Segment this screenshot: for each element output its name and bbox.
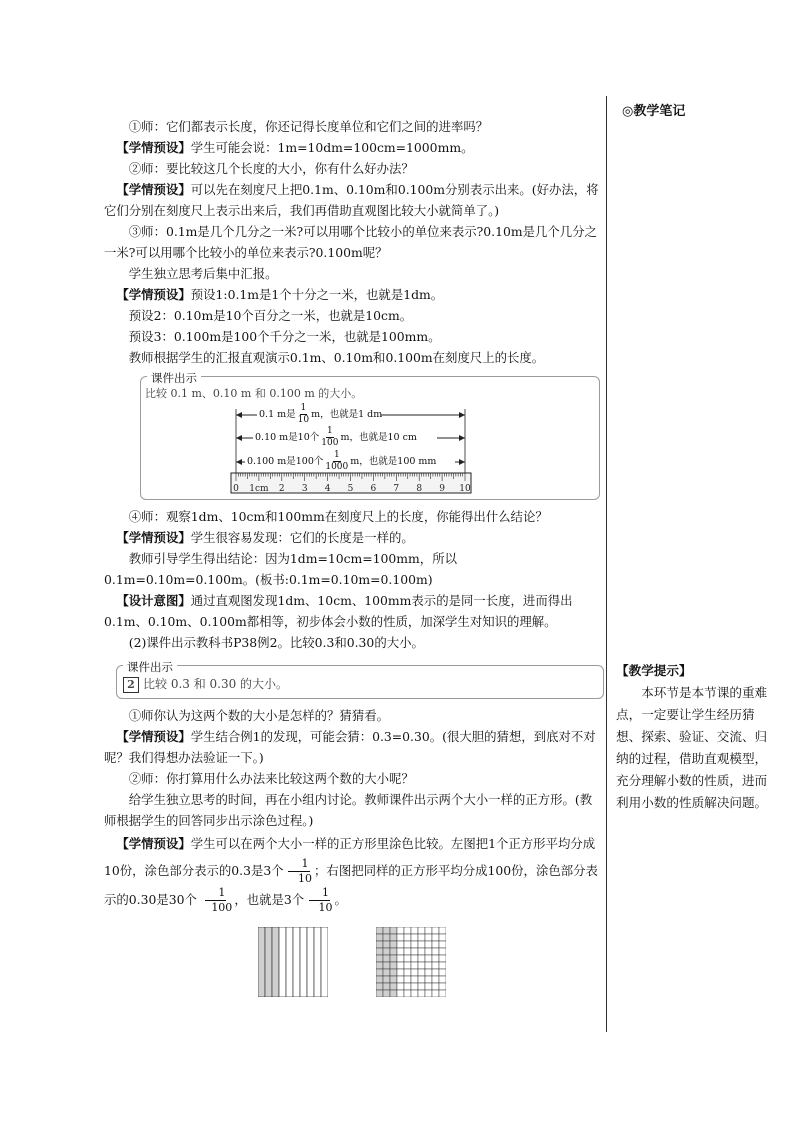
- hundredth-cell: [397, 962, 404, 969]
- paragraph-14: [104, 590, 600, 632]
- tenth-strip: [265, 927, 272, 997]
- hundredth-cell: [439, 941, 446, 948]
- hundredth-cell: [390, 948, 397, 955]
- hundredth-cell: [404, 990, 411, 997]
- hundredth-cell: [432, 941, 439, 948]
- fraction-one-tenth: [298, 403, 309, 426]
- paragraph-20-text-a: 学生可以在两个大小一样的正方形里涂色比较。左图把1个正方形平均分成10份，涂色部分表示的0.3是3个: [104, 836, 596, 878]
- ruler-label: 4: [324, 484, 331, 494]
- paragraph-18: ②师：你打算用什么办法来比较这两个数的大小呢？: [128, 771, 414, 786]
- hundredth-cell: [418, 941, 425, 948]
- tag-preview: 【学情预设】: [116, 530, 191, 545]
- paragraph-17: [104, 726, 600, 768]
- denominator: 10: [297, 415, 310, 425]
- hundredth-cell: [432, 927, 439, 934]
- courseware-tag: 课件出示: [147, 368, 201, 389]
- hundredth-cell: [397, 927, 404, 934]
- example-title: 比较 0.3 和 0.30 的大小。: [143, 677, 289, 691]
- paragraph-20-text-c: ，也就是3个: [234, 892, 305, 907]
- paragraph-12: [104, 527, 600, 548]
- hundredth-cell: [376, 976, 383, 983]
- hundredth-cell: [425, 962, 432, 969]
- hundredth-cell: [397, 955, 404, 962]
- hundredth-cell: [432, 976, 439, 983]
- hundredth-cell: [390, 969, 397, 976]
- ruler-label: 7: [393, 484, 400, 494]
- paragraph-14-text: 通过直观图发现1dm、10cm、100mm表示的是同一长度，进而得出0.1m、0.10m、0.100m都相等，初步体会小数的性质，加深学生对知识的理解。: [104, 593, 573, 629]
- hundredth-cell: [397, 969, 404, 976]
- hundredth-cell: [383, 941, 390, 948]
- courseware-title: 比较 0.1 m、0.10 m 和 0.100 m 的大小。: [145, 387, 363, 400]
- paragraph-12-text: 学生很容易发现：它们的长度是一样的。: [190, 530, 414, 545]
- ruler-row-2-value: m，也就是10 cm: [340, 432, 417, 443]
- hundredth-cell: [404, 969, 411, 976]
- paragraph-20-text-b: ；右图把同样的正方形平均分成100份，涂色部分表示的0.30是30个: [104, 863, 598, 907]
- tenth-strip: [300, 927, 307, 997]
- hundredth-cell: [411, 934, 418, 941]
- hundredth-cell: [439, 962, 446, 969]
- denominator: 10: [298, 872, 313, 885]
- hundredth-cell: [411, 941, 418, 948]
- hundredth-cell: [404, 983, 411, 990]
- hundredth-cell: [376, 941, 383, 948]
- paragraph-19: 给学生独立思考的时间，再在小组内讨论。教师课件出示两个大小一样的正方形。(教师根据学生的回答同步出示涂色过程。): [104, 792, 593, 828]
- hundredth-cell: [411, 962, 418, 969]
- courseware-ruler-box: [140, 371, 600, 500]
- hundredth-cell: [376, 927, 383, 934]
- courseware-example-title: [123, 676, 288, 693]
- tenth-strip: [314, 927, 321, 997]
- hundredth-cell: [439, 955, 446, 962]
- ruler-label: 0: [233, 484, 239, 494]
- fraction-one-hundredth: [199, 886, 232, 915]
- tenth-strip: [279, 927, 286, 997]
- hundredth-cell: [425, 990, 432, 997]
- fraction-one-thousandth: [325, 450, 348, 473]
- example-number: 2: [123, 677, 139, 693]
- hundredth-cell: [404, 941, 411, 948]
- paragraph-11: ④师：观察1dm、10cm和100mm在刻度尺上的长度，你能得出什么结论？: [128, 509, 548, 524]
- ruler-label: 9: [439, 484, 445, 494]
- hundredth-cell: [383, 983, 390, 990]
- ruler-label: 1cm: [249, 484, 269, 494]
- hundredth-cell: [383, 976, 390, 983]
- paragraph-1: ①师：它们都表示长度，你还记得长度单位和它们之间的进率吗？: [128, 119, 489, 134]
- ruler: [231, 473, 471, 494]
- paragraph-6: 学生独立思考后集中汇报。: [128, 266, 278, 281]
- hundredth-cell: [397, 948, 404, 955]
- hundredth-cell: [376, 955, 383, 962]
- hundredth-cell: [418, 969, 425, 976]
- numerator: 1: [300, 403, 307, 413]
- hundredth-cell: [432, 969, 439, 976]
- hundredth-cell: [418, 962, 425, 969]
- hundredth-cell: [439, 983, 446, 990]
- paragraph-15: (2)课件出示教科书P38例2。比较0.3和0.30的大小。: [128, 635, 424, 650]
- paragraph-7-text: 预设1:0.1m是1个十分之一米，也就是1dm。: [190, 287, 444, 302]
- hundredth-cell: [432, 934, 439, 941]
- hundredth-cell: [383, 962, 390, 969]
- hundredth-cell: [432, 955, 439, 962]
- tag-design-intent: 【设计意图】: [116, 593, 191, 608]
- square-tenths: [258, 927, 328, 997]
- hundredth-cell: [418, 948, 425, 955]
- ruler-row-1-label: 0.1 m是: [259, 409, 296, 420]
- teaching-tip-title: 【教学提示】: [616, 663, 692, 678]
- ruler-label: 5: [347, 484, 354, 494]
- hundredth-cell: [383, 948, 390, 955]
- hundredth-cell: [390, 927, 397, 934]
- hundredth-cell: [390, 983, 397, 990]
- hundredth-cell: [404, 948, 411, 955]
- numerator: 1: [327, 426, 333, 436]
- ruler-row-1: [259, 403, 382, 426]
- hundredth-cell: [404, 955, 411, 962]
- teaching-tip: [616, 660, 768, 814]
- hundredth-cell: [390, 955, 397, 962]
- hundredth-cell: [439, 948, 446, 955]
- paragraph-2: [104, 137, 600, 158]
- hundredth-cell: [432, 990, 439, 997]
- ruler-row-3-label: 0.100 m是100个: [247, 456, 324, 467]
- hundredth-cell: [397, 990, 404, 997]
- main-content: [104, 116, 600, 1003]
- denominator: 100: [211, 901, 233, 914]
- hundredth-cell: [383, 990, 390, 997]
- paragraph-4-text: 可以先在刻度尺上把0.1m、0.10m和0.100m分别表示出来。(好办法，将它们分别在刻度尺上表示出来后，我们再借助直观图比较大小就简单了。): [104, 182, 599, 218]
- paragraph-8: 预设2：0.10m是10个百分之一米，也就是10cm。: [128, 308, 413, 323]
- fraction-one-tenth: [286, 857, 312, 886]
- hundredth-cell: [376, 948, 383, 955]
- tenth-strip: [272, 927, 279, 997]
- tenth-strip: [258, 927, 265, 997]
- hundredth-cell: [439, 976, 446, 983]
- paragraph-16: ①师你认为这两个数的大小是怎样的？猜猜看。: [128, 708, 389, 723]
- hundredth-cell: [404, 927, 411, 934]
- paragraph-2-text: 学生可能会说：1m=10dm=100cm=1000mm。: [190, 140, 474, 155]
- ruler-label: 10: [459, 484, 471, 494]
- hundredth-cell: [418, 955, 425, 962]
- hundredth-cell: [411, 955, 418, 962]
- hundredth-cell: [425, 955, 432, 962]
- hundredth-cell: [439, 990, 446, 997]
- ruler-row-2-label: 0.10 m是10个: [255, 432, 320, 443]
- ruler-label: 2: [278, 484, 285, 494]
- hundredth-cell: [404, 962, 411, 969]
- hundredth-cell: [432, 962, 439, 969]
- hundredth-cell: [418, 927, 425, 934]
- hundredth-cell: [439, 969, 446, 976]
- hundredth-cell: [411, 990, 418, 997]
- squares-figure: [104, 927, 600, 1003]
- numerator: 1: [205, 886, 226, 901]
- hundredth-cell: [418, 990, 425, 997]
- hundredth-cell: [411, 969, 418, 976]
- hundredth-cell: [425, 934, 432, 941]
- denominator: 10: [318, 901, 333, 914]
- hundredth-cell: [390, 962, 397, 969]
- hundredth-cell: [376, 962, 383, 969]
- hundredth-cell: [376, 983, 383, 990]
- hundredth-cell: [411, 948, 418, 955]
- ruler-row-2: [255, 426, 417, 449]
- hundredth-cell: [383, 927, 390, 934]
- ruler-label: 8: [416, 484, 423, 494]
- tenth-strip: [293, 927, 300, 997]
- sidebar-divider: [606, 96, 607, 1032]
- ruler-row-3-value: m，也就是100 mm: [350, 456, 437, 467]
- paragraph-17-text: 学生结合例1的发现，可能会猜：0.3=0.30。(很大胆的猜想，到底对不对呢？我们得想办法验证一下。): [104, 729, 596, 765]
- hundredth-cell: [390, 934, 397, 941]
- hundredth-cell: [418, 976, 425, 983]
- tenth-strip: [321, 927, 328, 997]
- tenth-strip: [286, 927, 293, 997]
- hundredth-cell: [411, 983, 418, 990]
- hundredth-cell: [432, 948, 439, 955]
- hundredth-cell: [383, 955, 390, 962]
- hundredth-cell: [432, 983, 439, 990]
- hundredth-cell: [397, 976, 404, 983]
- ruler-label: 3: [301, 484, 308, 494]
- tenth-strip: [307, 927, 314, 997]
- paragraph-5: ③师：0.1m是几个几分之一米?可以用哪个比较小的单位来表示?0.10m是几个几分之一米?可以用哪个比较小的单位来表示?0.100m呢？: [104, 224, 597, 260]
- hundredth-cell: [425, 969, 432, 976]
- courseware-tag: 课件出示: [123, 657, 177, 678]
- hundredth-cell: [425, 976, 432, 983]
- courseware-example-box: [116, 660, 604, 699]
- hundredth-cell: [397, 983, 404, 990]
- hundredth-cell: [418, 983, 425, 990]
- ruler-row-1-value: m，也就是1 dm: [311, 409, 383, 420]
- hundredth-cell: [418, 934, 425, 941]
- hundredth-cell: [390, 976, 397, 983]
- teaching-tip-text: 本环节是本节课的重难点，一定要让学生经历猜想、探索、验证、交流、归纳的过程，借助直观模型，充分理解小数的性质，进而利用小数的性质解决问题。: [616, 685, 768, 810]
- hundredth-cell: [404, 934, 411, 941]
- paragraph-13: 教师引导学生得出结论：因为1dm=10cm=100mm，所以0.1m=0.10m=0.100m。(板书:0.1m=0.10m=0.100m): [104, 551, 457, 587]
- hundredth-cell: [383, 934, 390, 941]
- ruler-row-3: [247, 450, 436, 473]
- hundredth-cell: [439, 934, 446, 941]
- ruler-label: 6: [370, 484, 377, 494]
- hundredth-cell: [376, 969, 383, 976]
- tag-preview: 【学情预设】: [116, 729, 191, 744]
- paragraph-10: 教师根据学生的汇报直观演示0.1m、0.10m和0.100m在刻度尺上的长度。: [128, 350, 545, 365]
- hundredth-cell: [425, 927, 432, 934]
- paragraph-9: 预设3：0.100m是100个千分之一米，也就是100mm。: [128, 329, 441, 344]
- hundredth-cell: [376, 934, 383, 941]
- tag-preview: 【学情预设】: [116, 140, 191, 155]
- denominator: 100: [321, 438, 339, 448]
- denominator: 1000: [325, 462, 349, 472]
- hundredth-cell: [411, 976, 418, 983]
- square-hundredths: [376, 927, 446, 997]
- hundredth-cell: [425, 948, 432, 955]
- hundredth-cell: [397, 941, 404, 948]
- hundredth-cell: [425, 983, 432, 990]
- fraction-one-tenth: [306, 886, 332, 915]
- tag-preview: 【学情预设】: [116, 836, 191, 851]
- paragraph-7: [104, 284, 600, 305]
- hundredth-cell: [390, 941, 397, 948]
- fraction-one-hundredth: [321, 426, 338, 449]
- tag-preview: 【学情预设】: [116, 287, 191, 302]
- hundredth-cell: [425, 941, 432, 948]
- paragraph-20-text-d: 。: [334, 892, 347, 907]
- hundredth-cell: [390, 990, 397, 997]
- hundredth-cell: [376, 990, 383, 997]
- hundredth-cell: [439, 927, 446, 934]
- paragraph-3: ②师：要比较这几个长度的大小，你有什么好办法？: [128, 161, 414, 176]
- numerator: 1: [309, 886, 330, 901]
- numerator: 1: [288, 857, 309, 872]
- numerator: 1: [333, 450, 340, 460]
- paragraph-20: [104, 831, 600, 915]
- tag-preview: 【学情预设】: [116, 182, 191, 197]
- paragraph-4: [104, 179, 600, 221]
- hundredth-cell: [411, 927, 418, 934]
- hundredth-cell: [383, 969, 390, 976]
- teaching-notes-title: ◎教学笔记: [622, 104, 686, 119]
- hundredth-cell: [397, 934, 404, 941]
- hundredth-cell: [404, 976, 411, 983]
